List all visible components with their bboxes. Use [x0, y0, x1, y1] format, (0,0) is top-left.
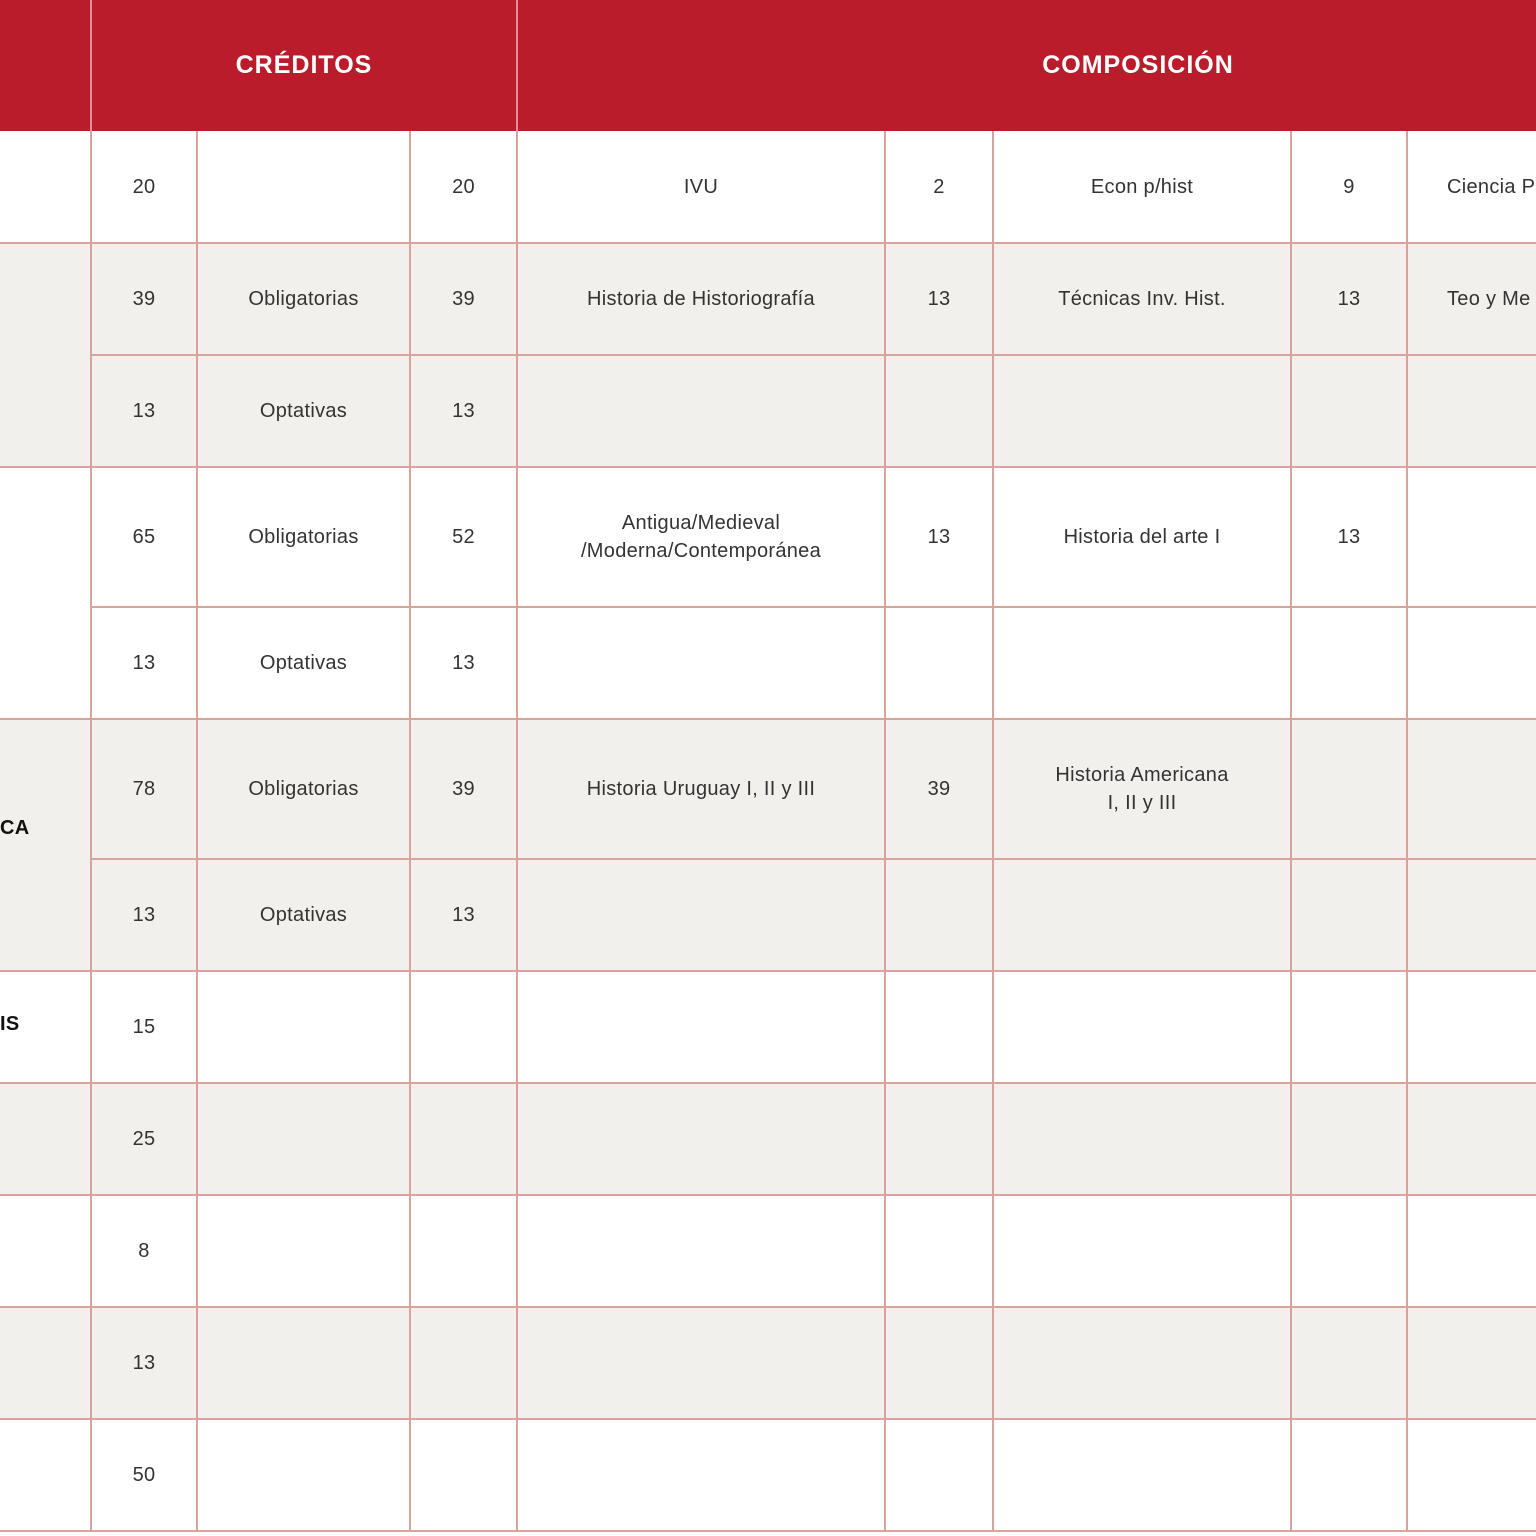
credits-a-cell: 39 [927, 778, 951, 800]
type-cell: Optativas [259, 400, 348, 422]
credits-a-cell: 13 [927, 526, 951, 548]
row-bg [0, 1083, 1536, 1195]
grid-line [409, 131, 411, 1532]
credits-cell: 20 [132, 176, 156, 198]
subject-a-line: Antigua/Medieval [621, 512, 781, 534]
subject-a-line: /Moderna/Contemporánea [580, 540, 822, 562]
type-cell [197, 131, 410, 243]
grid-line [90, 131, 92, 1532]
type-cell: Optativas [259, 904, 348, 926]
subject-a-cell [517, 467, 885, 607]
credits-b-cell: 9 [1343, 176, 1355, 198]
header-composicion: COMPOSICIÓN [517, 0, 1536, 131]
subject-b-cell: Técnicas Inv. Hist. [1058, 288, 1226, 310]
subject-a-cell: Historia Uruguay I, II y III [586, 778, 816, 800]
grid-line [992, 131, 994, 1532]
header-divider [90, 0, 92, 131]
credits-cell: 50 [132, 1464, 156, 1486]
header-creditos: CRÉDITOS [91, 0, 517, 131]
subcredits-cell: 13 [452, 652, 475, 674]
subcredits-cell: 20 [452, 176, 475, 198]
grid-line [0, 718, 1536, 720]
subject-b-cell [993, 719, 1291, 859]
grid-line [0, 1194, 1536, 1196]
grid-line [0, 1082, 1536, 1084]
type-cell: Obligatorias [248, 778, 359, 800]
row-label-tesis: IS [0, 1013, 20, 1035]
subcredits-cell: 39 [452, 288, 475, 310]
subject-b-cell: Econ p/hist [1090, 176, 1194, 198]
type-cell: Obligatorias [248, 526, 359, 548]
subcredits-cell: 13 [452, 400, 475, 422]
row-bg [0, 1307, 1536, 1419]
header-empty [0, 0, 91, 131]
subcredits-cell: 13 [452, 904, 475, 926]
subject-b-line: Historia Americana [1055, 764, 1229, 786]
subcredits-cell: 52 [452, 526, 475, 548]
subcredits-cell: 39 [452, 778, 475, 800]
credits-a-cell: 13 [927, 288, 951, 310]
subject-a-cell: Historia de Historiografía [587, 288, 815, 310]
credits-cell: 13 [132, 1352, 156, 1374]
credits-cell: 13 [132, 400, 156, 422]
subject-b-line: I, II y III [1107, 792, 1177, 814]
credits-cell: 65 [132, 526, 156, 548]
grid-line [884, 131, 886, 1532]
credits-b-cell: 13 [1337, 288, 1361, 310]
credits-cell: 25 [132, 1128, 156, 1150]
grid-line [1290, 131, 1292, 1532]
grid-line [0, 970, 1536, 972]
subject-a-cell: IVU [683, 176, 719, 198]
grid-line [0, 466, 1536, 468]
subject-c-cell: Ciencia P [1447, 176, 1536, 198]
credits-b-cell: 13 [1337, 526, 1361, 548]
grid-line [196, 131, 198, 1532]
subject-b-cell: Historia del arte I [1063, 526, 1221, 548]
grid-line [91, 354, 1536, 356]
grid-line [0, 1418, 1536, 1420]
grid-line [91, 858, 1536, 860]
type-cell: Obligatorias [248, 288, 359, 310]
credits-cell: 13 [132, 904, 156, 926]
row-label-historica: CA [0, 817, 30, 839]
credits-cell: 13 [132, 652, 156, 674]
grid-line [1406, 131, 1408, 1532]
grid-line [516, 131, 518, 1532]
grid-line [0, 1306, 1536, 1308]
subject-c-cell: Teo y Me [1447, 288, 1531, 310]
type-cell: Optativas [259, 652, 348, 674]
header-divider [516, 0, 518, 131]
credits-cell: 15 [132, 1016, 156, 1038]
credits-cell: 39 [132, 288, 156, 310]
grid-line [0, 1530, 1536, 1532]
credits-a-cell: 2 [933, 176, 945, 198]
grid-line [0, 242, 1536, 244]
grid-line [91, 606, 1536, 608]
credits-cell: 78 [132, 778, 156, 800]
credits-cell: 8 [138, 1240, 150, 1262]
